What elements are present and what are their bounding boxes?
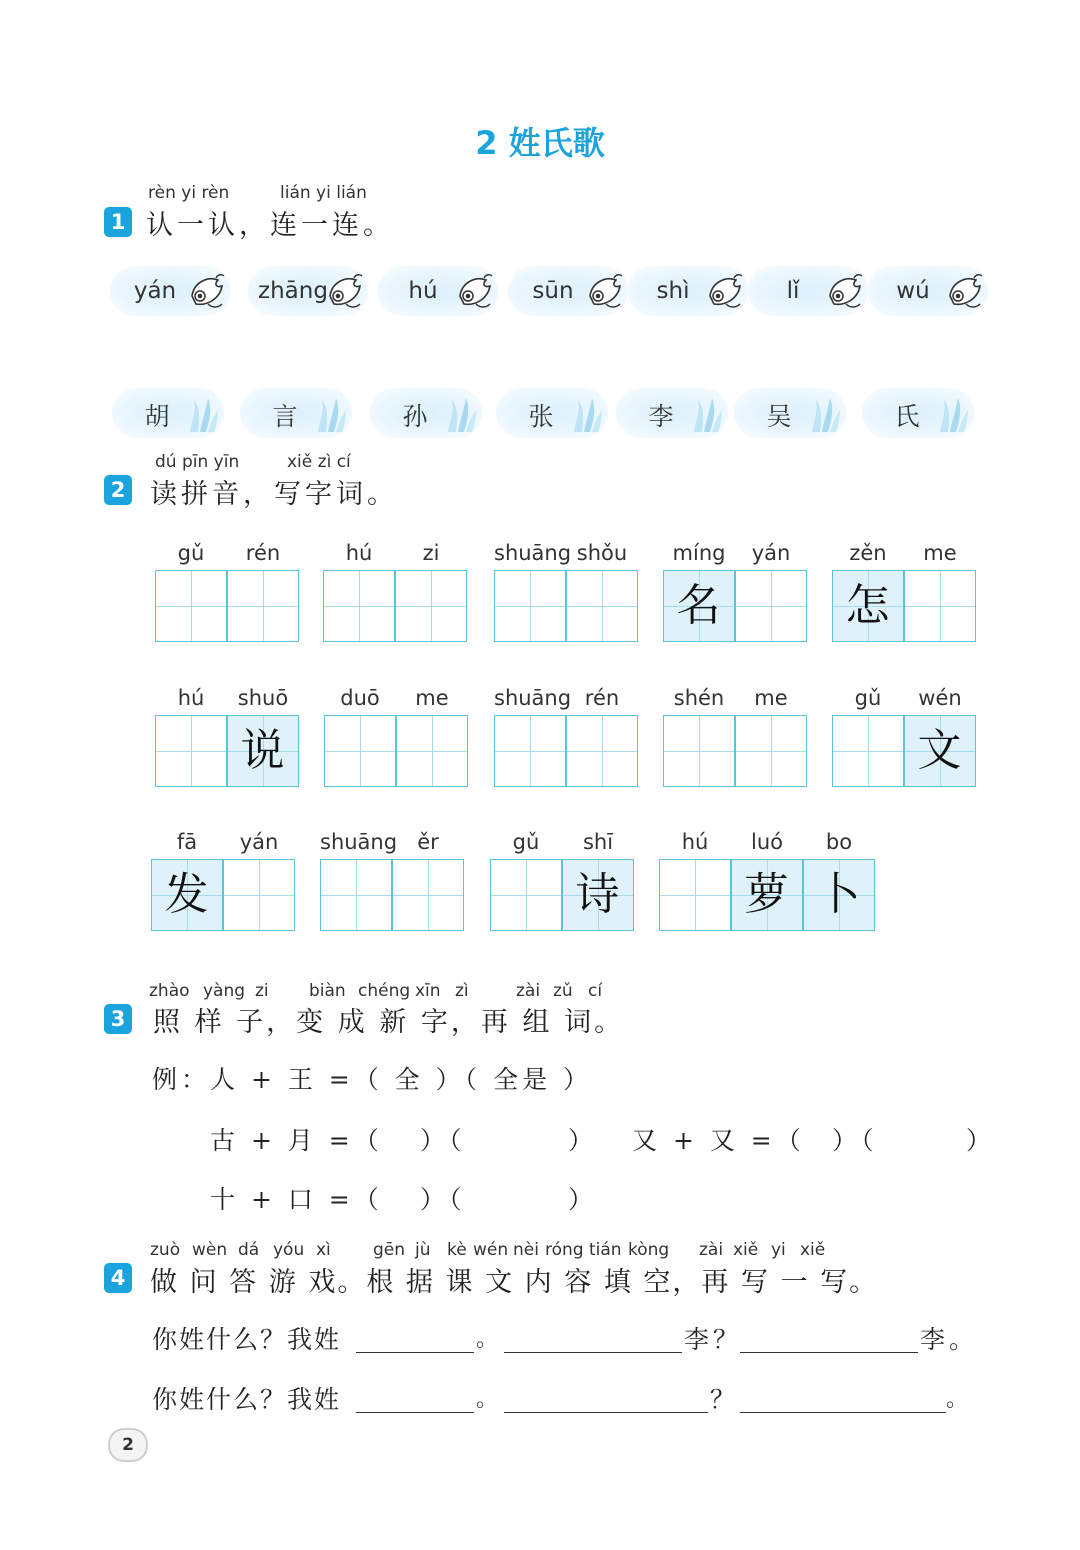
writing-grid-cell [663, 570, 735, 642]
pinyin-syllable: kè [447, 1240, 467, 1260]
wave-icon [936, 394, 970, 434]
writing-grid-cell[interactable] [324, 715, 396, 787]
question-1-end: 李。 [920, 1325, 979, 1354]
section4-number: 4 [104, 1263, 132, 1293]
fish-icon [186, 270, 226, 312]
pinyin-label: shuāng [494, 541, 572, 565]
pinyin-syllable: jù [415, 1240, 431, 1260]
writing-grid-cell [562, 859, 634, 931]
fish-icon [454, 270, 494, 312]
writing-grid-cell[interactable] [223, 859, 295, 931]
section2-pinyin-b: xiě zì cí [287, 452, 351, 472]
pinyin-syllable: chéng [358, 981, 411, 1001]
character-card[interactable] [734, 388, 846, 438]
character-card[interactable] [616, 388, 728, 438]
fish-icon [824, 270, 864, 312]
section4-instruction: 做 问 答 游 戏。根 据 课 文 内 容 填 空，再 写 一 写。 [150, 1267, 879, 1298]
writing-grid-cell [151, 859, 223, 931]
fish-pinyin-label: yán [133, 278, 177, 304]
fish-pinyin-label: shì [656, 278, 690, 304]
fish-pinyin-label: wú [896, 278, 930, 304]
pinyin-label: míng [672, 541, 726, 565]
equation-1-end: ） [568, 1126, 598, 1155]
section1-instruction: 认一认，连一连。 [146, 210, 394, 241]
answer-blank-5[interactable] [504, 1386, 708, 1413]
pinyin-syllable: xì [316, 1240, 331, 1260]
grid-character [156, 571, 225, 640]
grid-character [321, 860, 390, 929]
pinyin-label: yán [239, 830, 279, 854]
fish-pinyin-card[interactable] [508, 266, 628, 316]
equation-2: 又 + 又 =（ [632, 1126, 805, 1155]
answer-blank-3[interactable] [740, 1326, 918, 1353]
writing-grid-cell[interactable] [735, 715, 807, 787]
pinyin-syllable: biàn [309, 981, 346, 1001]
grid-character: 发 [164, 869, 209, 920]
question-1-prefix: 你姓什么？我姓 [152, 1325, 342, 1354]
pinyin-label: hú [681, 830, 709, 854]
equation-3-end: ） [568, 1185, 598, 1214]
writing-grid-cell[interactable] [659, 859, 731, 931]
equation-1-paren: ）（ [420, 1126, 466, 1155]
pinyin-label: zěn [849, 541, 887, 565]
fish-pinyin-card[interactable] [868, 266, 988, 316]
writing-grid-cell[interactable] [832, 715, 904, 787]
equation-3-paren: ）（ [420, 1185, 466, 1214]
section2-instruction: 读拼音，写字词。 [150, 479, 398, 510]
pinyin-label: fā [176, 830, 198, 854]
writing-grid-cell[interactable] [566, 715, 638, 787]
character-card[interactable] [496, 388, 608, 438]
answer-blank-6[interactable] [740, 1386, 946, 1413]
pinyin-label: shén [673, 686, 725, 710]
fish-pinyin-label: hú [408, 278, 438, 304]
character-label: 孙 [402, 402, 428, 431]
grid-character [325, 716, 394, 785]
pinyin-syllable: kòng [628, 1240, 670, 1260]
answer-blank-2[interactable] [504, 1326, 682, 1353]
fish-icon [324, 270, 364, 312]
writing-grid-cell[interactable] [320, 859, 392, 931]
pinyin-label: me [415, 686, 449, 710]
pinyin-label: shuāng [494, 686, 572, 710]
grid-character: 诗 [575, 869, 620, 920]
pinyin-label: me [754, 686, 788, 710]
equation-1: 古 + 月 =（ [210, 1126, 383, 1155]
pinyin-syllable: zì [455, 981, 469, 1001]
wave-icon [690, 394, 724, 434]
pinyin-label: hú [345, 541, 373, 565]
pinyin-syllable: xiě [733, 1240, 759, 1260]
pinyin-syllable: yóu [273, 1240, 305, 1260]
pinyin-label: shuāng [320, 830, 398, 854]
grid-character [736, 716, 805, 785]
pinyin-label: ěr [417, 830, 439, 854]
pinyin-label: me [923, 541, 957, 565]
section1-pinyin-a: rèn yi rèn [148, 183, 230, 203]
pinyin-label: yán [751, 541, 791, 565]
character-label: 张 [528, 402, 554, 431]
grid-character [396, 571, 465, 640]
pinyin-label: wén [918, 686, 962, 710]
character-card[interactable] [112, 388, 224, 438]
grid-character [393, 860, 462, 929]
grid-character [156, 716, 225, 785]
pinyin-label: bo [825, 830, 853, 854]
pinyin-label: gǔ [854, 686, 882, 710]
equation-2-end: ） [966, 1126, 996, 1155]
pinyin-syllable: yi [771, 1240, 786, 1260]
grid-character [397, 716, 466, 785]
pinyin-syllable: zài [699, 1240, 724, 1260]
grid-character [664, 716, 733, 785]
grid-character [495, 571, 564, 640]
fish-pinyin-card[interactable] [748, 266, 868, 316]
pinyin-label: zi [422, 541, 440, 565]
grid-character: 萝 [744, 869, 789, 920]
pinyin-label: rén [245, 541, 281, 565]
page-number: 2 [108, 1428, 148, 1462]
wave-icon [808, 394, 842, 434]
pinyin-syllable: xiě [800, 1240, 826, 1260]
question-2-prefix: 你姓什么？我姓 [152, 1385, 342, 1414]
character-card[interactable] [862, 388, 974, 438]
writing-grid-cell[interactable] [395, 570, 467, 642]
pinyin-syllable: tián [589, 1240, 622, 1260]
character-label: 言 [272, 402, 298, 431]
wave-icon [186, 394, 220, 434]
section2-number: 2 [104, 475, 132, 505]
wave-icon [314, 394, 348, 434]
grid-character: 卜 [816, 869, 861, 920]
writing-grid-cell [731, 859, 803, 931]
pinyin-syllable: zhào [149, 981, 190, 1001]
pinyin-syllable: wén [473, 1240, 509, 1260]
grid-character [224, 860, 293, 929]
grid-character [495, 716, 564, 785]
example-line: 例：人 + 王 =（ 全 ）（ 全是 ） [152, 1065, 593, 1094]
question-1-dot: 。 [476, 1327, 503, 1352]
writing-grid-cell[interactable] [735, 570, 807, 642]
pinyin-syllable: nèi [513, 1240, 539, 1260]
section1-pinyin-b: lián yi lián [280, 183, 367, 203]
fish-pinyin-card[interactable] [110, 266, 230, 316]
writing-grid-cell[interactable] [323, 570, 395, 642]
pinyin-label: shuō [237, 686, 289, 710]
grid-character [491, 860, 560, 929]
fish-icon [704, 270, 744, 312]
fish-pinyin-card[interactable] [248, 266, 368, 316]
equation-2-paren: ）（ [832, 1126, 878, 1155]
pinyin-syllable: yàng [203, 981, 246, 1001]
pinyin-syllable: dá [238, 1240, 260, 1260]
pinyin-syllable: zuò [150, 1240, 181, 1260]
writing-grid-cell[interactable] [155, 570, 227, 642]
pinyin-syllable: róng [545, 1240, 584, 1260]
pinyin-label: gǔ [177, 541, 205, 565]
pinyin-label: shī [582, 830, 614, 854]
question-2-mid: ？ [710, 1385, 740, 1414]
section3-instruction: 照 样 子，变 成 新 字，再 组 词。 [153, 1007, 625, 1038]
writing-grid-cell[interactable] [392, 859, 464, 931]
grid-character [567, 716, 636, 785]
grid-character [905, 571, 974, 640]
character-label: 吴 [766, 402, 792, 431]
writing-grid-cell[interactable] [490, 859, 562, 931]
character-card[interactable] [370, 388, 482, 438]
writing-grid-cell[interactable] [904, 570, 976, 642]
writing-grid-cell[interactable] [663, 715, 735, 787]
equation-3: 十 + 口 =（ [210, 1185, 383, 1214]
grid-character [660, 860, 729, 929]
fish-icon [944, 270, 984, 312]
question-2-dot: 。 [476, 1387, 503, 1412]
answer-blank-1[interactable] [356, 1326, 474, 1353]
fish-pinyin-label: lǐ [786, 278, 800, 304]
character-card[interactable] [240, 388, 352, 438]
writing-grid-cell [803, 859, 875, 931]
grid-character [736, 571, 805, 640]
grid-character [567, 571, 636, 640]
grid-character: 怎 [845, 580, 890, 631]
fish-pinyin-label: sūn [532, 278, 574, 304]
writing-grid-cell[interactable] [494, 570, 566, 642]
grid-character [228, 571, 297, 640]
writing-grid-cell[interactable] [566, 570, 638, 642]
writing-grid-cell [227, 715, 299, 787]
writing-grid-cell[interactable] [227, 570, 299, 642]
wave-icon [570, 394, 604, 434]
pinyin-syllable: cí [588, 981, 603, 1001]
fish-pinyin-label: zhāng [258, 278, 328, 304]
pinyin-label: gǔ [512, 830, 540, 854]
writing-grid-cell[interactable] [155, 715, 227, 787]
pinyin-label: duō [340, 686, 380, 710]
writing-grid-cell[interactable] [396, 715, 468, 787]
fish-icon [584, 270, 624, 312]
pinyin-syllable: zài [516, 981, 541, 1001]
grid-character: 文 [917, 725, 962, 776]
grid-character [324, 571, 393, 640]
section3-number: 3 [104, 1004, 132, 1034]
grid-character: 说 [240, 725, 285, 776]
wave-icon [444, 394, 478, 434]
writing-grid-cell [904, 715, 976, 787]
section2-pinyin-a: dú pīn yīn [155, 452, 240, 472]
question-1-mid: 李？ [684, 1325, 743, 1354]
character-label: 李 [648, 402, 674, 431]
pinyin-syllable: xīn [415, 981, 441, 1001]
pinyin-label: luó [751, 830, 783, 854]
pinyin-label: hú [177, 686, 205, 710]
pinyin-syllable: zǔ [553, 981, 573, 1001]
fish-pinyin-card[interactable] [628, 266, 748, 316]
pinyin-syllable: gēn [373, 1240, 406, 1260]
answer-blank-4[interactable] [356, 1386, 474, 1413]
character-label: 胡 [144, 402, 170, 431]
writing-grid-cell [832, 570, 904, 642]
grid-character: 名 [676, 580, 721, 631]
writing-grid-cell[interactable] [494, 715, 566, 787]
fish-pinyin-card[interactable] [378, 266, 498, 316]
pinyin-syllable: wèn [192, 1240, 228, 1260]
pinyin-syllable: zi [255, 981, 269, 1001]
pinyin-label: rén [584, 686, 620, 710]
section1-number: 1 [104, 207, 132, 237]
page-title: 2 姓氏歌 [475, 124, 605, 162]
pinyin-label: shǒu [576, 541, 628, 565]
character-label: 氏 [894, 402, 920, 431]
question-2-dot-end: 。 [946, 1387, 973, 1412]
grid-character [833, 716, 902, 785]
